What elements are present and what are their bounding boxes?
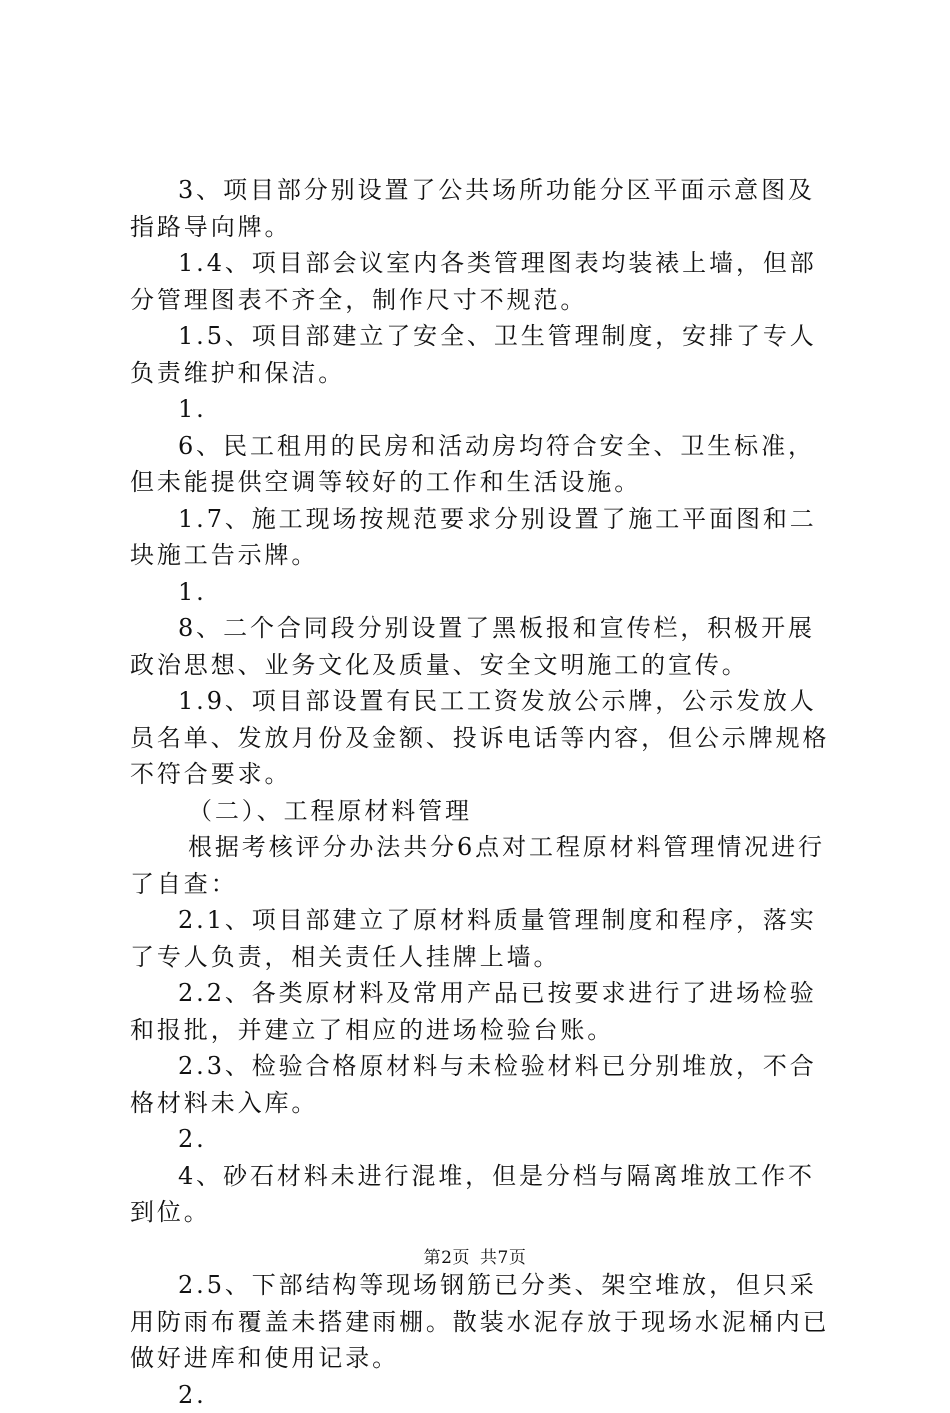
paragraph: 1.5、项目部建立了安全、卫生管理制度，安排了专人负责维护和保洁。 — [130, 318, 835, 391]
page-total: 共7页 — [480, 1248, 526, 1268]
paragraph: 6、民工租用的民房和活动房均符合安全、卫生标准，但未能提供空调等较好的工作和生活设施。 — [130, 428, 835, 501]
paragraph: 根据考核评分办法共分6点对工程原材料管理情况进行了自查： — [130, 829, 835, 902]
paragraph: 2.2、各类原材料及常用产品已按要求进行了进场检验和报批，并建立了相应的进场检验台账。 — [130, 975, 835, 1048]
paragraph: 1.4、项目部会议室内各类管理图表均装裱上墙，但部分管理图表不齐全，制作尺寸不规范。 — [130, 245, 835, 318]
page-footer — [0, 1243, 950, 1268]
paragraph: 4、砂石材料未进行混堆，但是分档与隔离堆放工作不到位。 — [130, 1158, 835, 1231]
paragraph: 2.3、检验合格原材料与未检验材料已分别堆放，不合格材料未入库。 — [130, 1048, 835, 1121]
section-heading: （二）、工程原材料管理 — [130, 793, 835, 830]
paragraph: 1. — [130, 391, 835, 428]
paragraph: 2. — [130, 1377, 835, 1413]
paragraph: 2.1、项目部建立了原材料质量管理制度和程序，落实了专人负责，相关责任人挂牌上墙。 — [130, 902, 835, 975]
paragraph: 8、二个合同段分别设置了黑板报和宣传栏，积极开展政治思想、业务文化及质量、安全文明施工的宣传。 — [130, 610, 835, 683]
paragraph: 1. — [130, 574, 835, 611]
page-number: 第2页 — [424, 1248, 470, 1268]
paragraph: 2. — [130, 1121, 835, 1158]
paragraph: 1.9、项目部设置有民工工资发放公示牌，公示发放人员名单、发放月份及金额、投诉电话等内容，但公示牌规格不符合要求。 — [130, 683, 835, 793]
paragraph: 1.7、施工现场按规范要求分别设置了施工平面图和二块施工告示牌。 — [130, 501, 835, 574]
paragraph: 3、项目部分别设置了公共场所功能分区平面示意图及指路导向牌。 — [130, 172, 835, 245]
paragraph: 2.5、下部结构等现场钢筋已分类、架空堆放，但只采用防雨布覆盖未搭建雨棚。散装水泥存放于现场水泥桶内已做好进库和使用记录。 — [130, 1267, 835, 1377]
document-body — [130, 172, 835, 1413]
